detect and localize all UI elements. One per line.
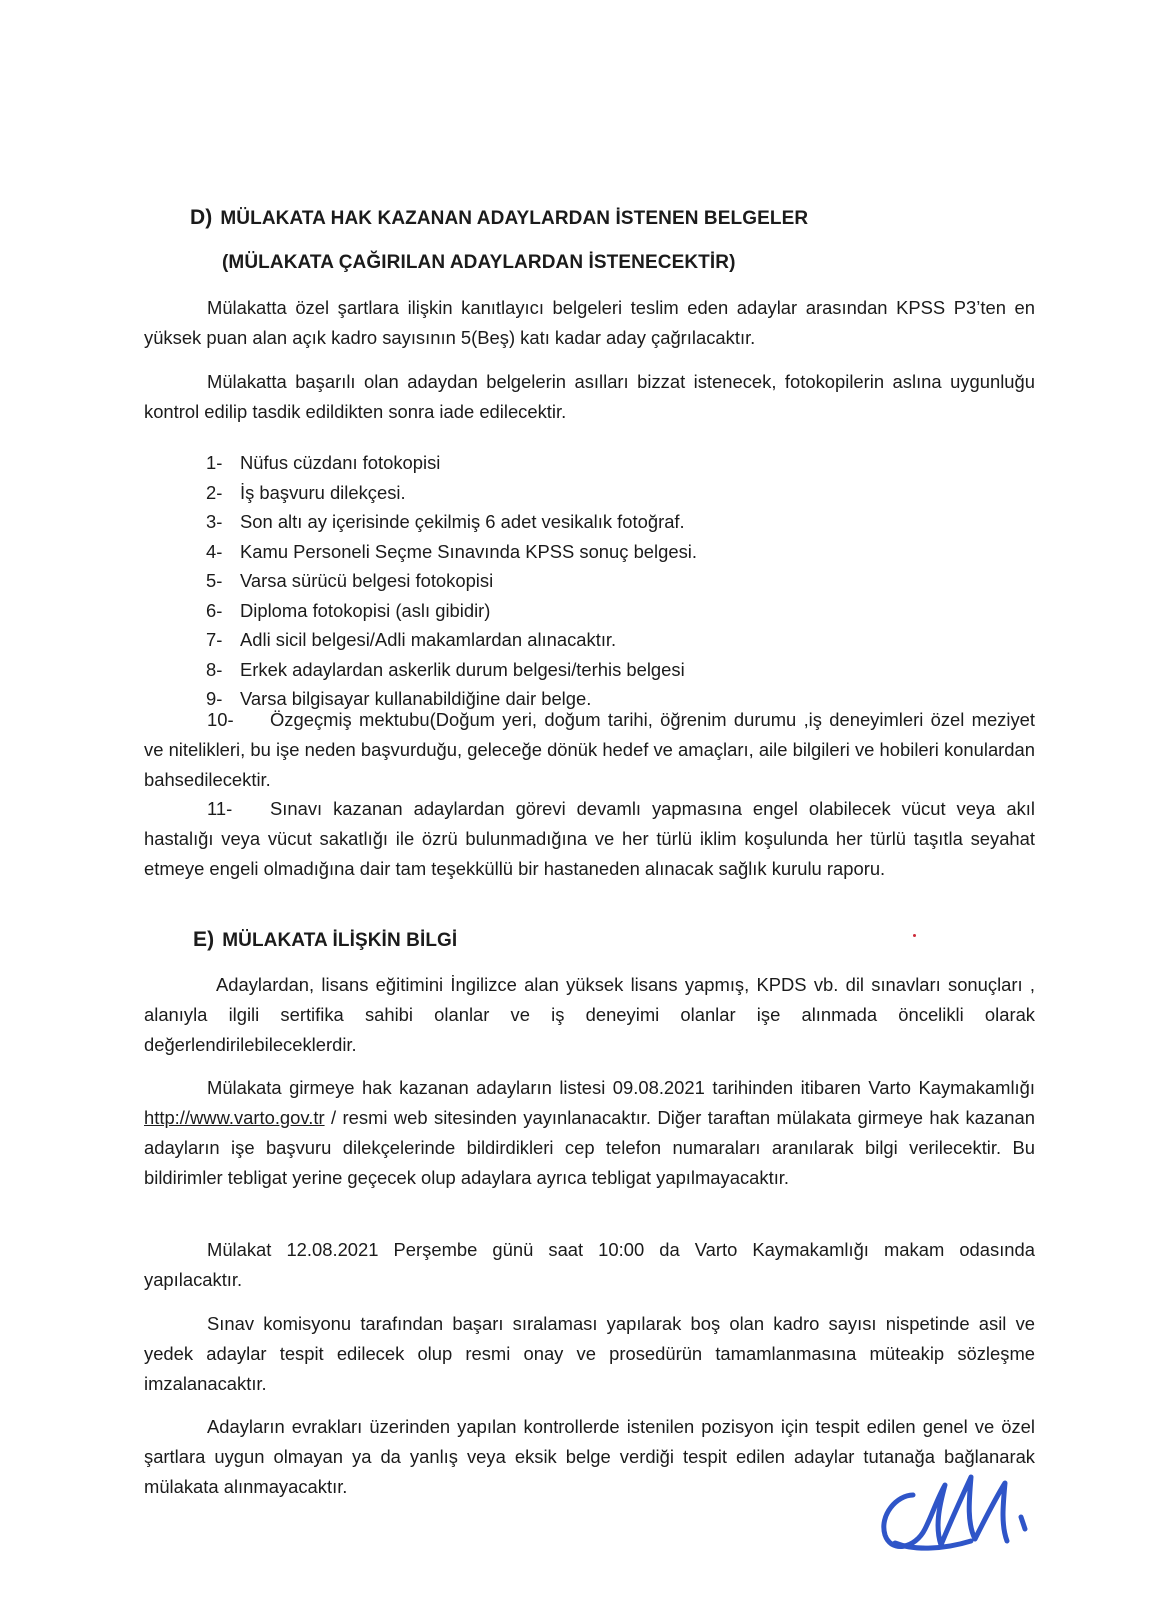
section-d-heading: [190, 206, 808, 230]
section-e-paragraph-1: Adaylardan, lisans eğitimini İngilizce alan yüksek lisans yapmış, KPDS vb. dil sınavları sonuçları , alanıyla ilgili sertifika sahibi olanlar ve iş deneyimi olanlar işe alınmada öncelikli olarak değerlendirilebileceklerdir.: [144, 974, 1035, 1055]
list-item-number: 11-: [207, 798, 233, 819]
list-item-11: [144, 794, 1035, 884]
list-item-number: 4-: [206, 540, 223, 562]
section-e-paragraph-2: [144, 1073, 1035, 1193]
list-item: [206, 625, 697, 655]
list-item-number: 7-: [206, 629, 223, 650]
list-item-text: Adli sicil belgesi/Adli makamlardan alınacaktır.: [240, 629, 617, 650]
section-e-title: MÜLAKATA İLİŞKİN BİLGİ: [222, 930, 458, 951]
section-e-paragraph-3: Mülakat 12.08.2021 Perşembe günü saat 10:00 da Varto Kaymakamlığı makam odasında yapılacaktır.: [144, 1239, 1035, 1290]
section-d-paragraph-2: Mülakatta başarılı olan adaydan belgelerin asılları bizzat istenecek, fotokopilerin aslına uygunluğu kontrol edilip tasdik edildikten sonra iade edilecektir.: [144, 371, 1035, 422]
list-item-text: Diploma fotokopisi (aslı gibidir): [240, 599, 491, 621]
list-item-number: 5-: [206, 570, 223, 591]
list-item-number: 2-: [206, 481, 223, 503]
list-item-text: Erkek adaylardan askerlik durum belgesi/terhis belgesi: [240, 658, 685, 680]
list-item-number: 10-: [207, 709, 234, 730]
section-d-title: MÜLAKATA HAK KAZANAN ADAYLARDAN İSTENEN BELGELER: [220, 208, 809, 229]
list-item: [206, 507, 697, 537]
section-e-heading: [193, 928, 457, 952]
section-e-paragraph-4: Sınav komisyonu tarafından başarı sıralaması yapılarak boş olan kadro sayısı nispetinde asil ve yedek adaylar tespit edilecek olup resmi onay ve prosedürün tamamlanmasına müteakip sözleşme imzalanacaktır.: [144, 1313, 1035, 1394]
section-e-paragraph-5: Adayların evrakları üzerinden yapılan kontrollerde istenilen pozisyon için tespit edilen genel ve özel şartlara uygun olmayan ya da yanlış veya eksik belge verdiği tespit edilen adaylar tutanağa bağlanarak mülakata alınmayacaktır.: [144, 1416, 1035, 1497]
list-item-text: Nüfus cüzdanı fotokopisi: [240, 452, 441, 473]
ink-speck: [913, 934, 916, 937]
list-item-text: Kamu Personeli Seçme Sınavında KPSS sonuç belgesi.: [240, 540, 697, 562]
list-item: [206, 566, 697, 596]
section-e-letter: E): [193, 928, 215, 951]
paragraph-text: / resmi web sitesinden yayınlanacaktır. Diğer taraftan mülakata girmeye hak kazanan adayların işe başvuru dilekçelerinde bildirdikleri cep telefon numaraları aranılarak bilgi verilecektir. Bu bildirimler tebligat yerine geçecek olup adaylara ayrıca tebligat yapılmayacaktır.: [144, 1107, 1035, 1188]
list-item-number: 1-: [206, 452, 223, 473]
section-d-paragraph-1: Mülakatta özel şartlara ilişkin kanıtlayıcı belgeleri teslim eden adaylar arasından KPSS P3’ten en yüksek puan alan açık kadro sayısının 5(Beş) katı kadar aday çağrılacaktır.: [144, 297, 1035, 348]
list-item-text: Özgeçmiş mektubu(Doğum yeri, doğum tarihi, öğrenim durumu ,iş deneyimleri özel meziyet ve nitelikleri, bu işe neden başvurduğu, geleceğe dönük hedef ve amaçları, aile bilgileri ve hobileri konulardan bahsedilecektir.: [144, 709, 1035, 790]
list-item-number: 3-: [206, 511, 223, 532]
list-item-text: Varsa bilgisayar kullanabildiğine dair belge.: [240, 688, 592, 709]
list-item: [206, 448, 697, 478]
list-item-text: Varsa sürücü belgesi fotokopisi: [240, 570, 494, 591]
list-item: [206, 478, 697, 508]
list-item-text: İş başvuru dilekçesi.: [240, 481, 406, 503]
list-item-text: Son altı ay içerisinde çekilmiş 6 adet vesikalık fotoğraf.: [240, 511, 685, 532]
list-item: [206, 596, 697, 626]
section-d-letter: D): [190, 206, 213, 229]
list-item: [206, 537, 697, 567]
list-item-number: 8-: [206, 658, 223, 680]
list-item-number: 9-: [206, 688, 223, 709]
website-link[interactable]: http://www.varto.gov.tr: [144, 1107, 325, 1128]
section-d-subtitle: (MÜLAKATA ÇAĞIRILAN ADAYLARDAN İSTENECEKTİR): [222, 252, 736, 273]
required-documents-list: [206, 448, 697, 714]
list-item-10: [144, 705, 1035, 795]
signature-icon: [875, 1455, 1045, 1565]
paragraph-text: Mülakata girmeye hak kazanan adayların listesi 09.08.2021 tarihinden itibaren Varto Kaymakamlığı: [207, 1077, 1035, 1098]
list-item: [206, 655, 697, 685]
list-item-text: Sınavı kazanan adaylardan görevi devamlı yapmasına engel olabilecek vücut veya akıl hastalığı veya vücut sakatlığı ile özrü bulunmadığına ve her türlü iklim koşulunda her türlü taşıtla seyahat etmeye engeli olmadığına dair tam teşekküllü bir hastaneden alınacak sağlık kurulu raporu.: [144, 798, 1035, 879]
list-item-number: 6-: [206, 599, 223, 621]
